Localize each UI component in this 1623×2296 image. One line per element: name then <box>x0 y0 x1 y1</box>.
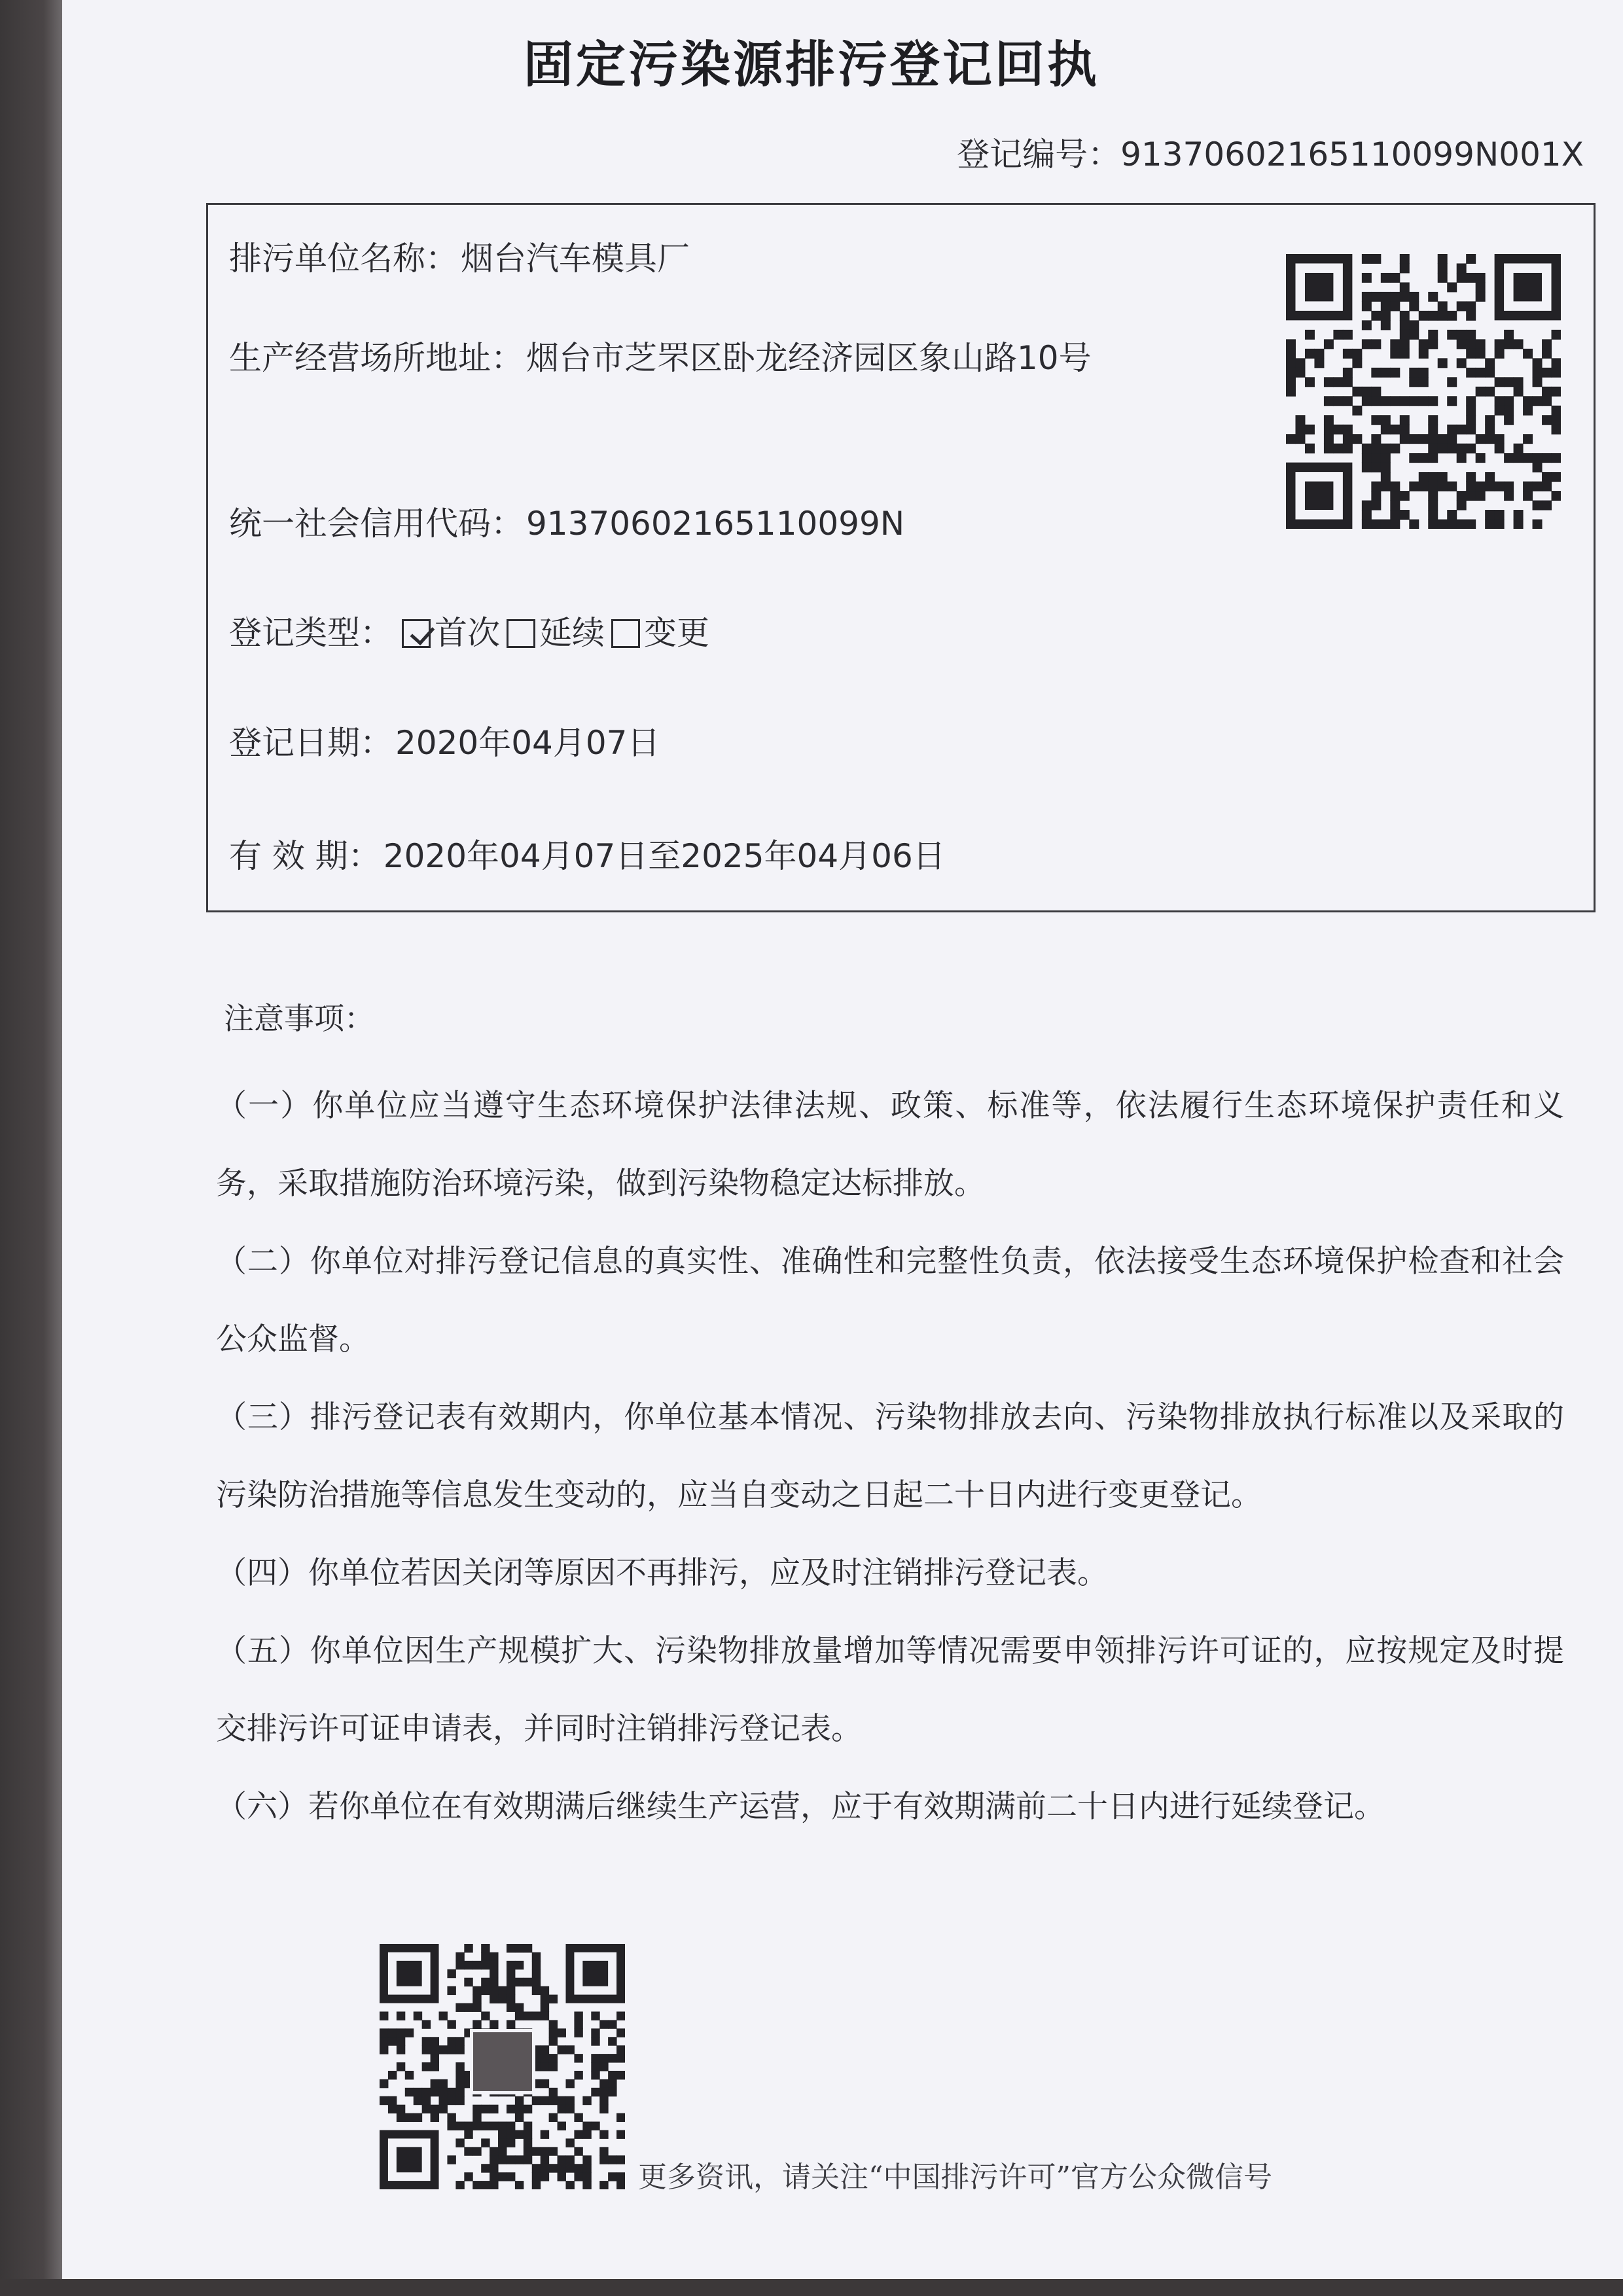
field-validity <box>229 820 946 892</box>
option-renewal: 延续 <box>539 614 605 652</box>
field-label: 统一社会信用代码： <box>229 505 524 543</box>
note-item: （六）若你单位在有效期满后继续生产运营，应于有效期满前二十日内进行延续登记。 <box>216 1789 1385 1825</box>
field-value: 烟台市芝罘区卧龙经济园区象山路10号 <box>526 339 1092 377</box>
note-item: （五）你单位因生产规模扩大、污染物排放量增加等情况需要申领排污许可证的，应按规定及时提交排污许可证申请表，并同时注销排污登记表。 <box>216 1633 1564 1747</box>
checkbox-first-time <box>402 619 431 648</box>
field-label: 登记类型： <box>229 614 393 652</box>
field-credit-code <box>229 488 904 560</box>
wechat-account-logo-icon <box>470 2029 535 2094</box>
field-label: 生产经营场所地址： <box>229 339 524 377</box>
document-title: 固定污染源排污登记回执 <box>524 35 1099 94</box>
note-item: （三）排污登记表有效期内，你单位基本情况、污染物排放去向、污染物排放执行标准以及采取的污染防治措施等信息发生变动的，应当自变动之日起二十日内进行变更登记。 <box>216 1399 1564 1513</box>
field-label: 排污单位名称： <box>229 240 458 278</box>
field-value: 2020年04月07日至2025年04月06日 <box>383 837 946 875</box>
option-first-time: 首次 <box>435 614 500 652</box>
notes-title: 注意事项： <box>224 1001 374 1036</box>
field-unit-name <box>229 223 690 295</box>
scan-edge-bottom <box>0 2279 1623 2296</box>
scan-edge-left <box>0 0 62 2296</box>
note-item: （一）你单位应当遵守生态环境保护法律法规、政策、标准等，依法履行生态环境保护责任和义务，采取措施防治环境污染，做到污染物稳定达标排放。 <box>216 1088 1564 1202</box>
registration-qr-code-icon <box>1286 254 1561 529</box>
option-change: 变更 <box>644 614 709 652</box>
field-value: 烟台汽车模具厂 <box>461 240 690 278</box>
checkbox-change <box>611 619 640 648</box>
note-item: （二）你单位对排污登记信息的真实性、准确性和完整性负责，依法接受生态环境保护检查和社会公众监督。 <box>216 1244 1564 1357</box>
field-value: 91370602165110099N <box>526 505 905 543</box>
checkbox-renewal <box>507 619 535 648</box>
note-item: （四）你单位若因关闭等原因不再排污，应及时注销排污登记表。 <box>216 1555 1108 1591</box>
field-registration-type <box>229 597 709 669</box>
registration-number: 登记编号：91370602165110099N001X <box>957 135 1584 173</box>
field-label: 有 效 期： <box>229 837 381 875</box>
notes-list <box>216 1067 1564 1846</box>
field-label: 登记日期： <box>229 724 393 762</box>
field-address <box>229 315 1250 401</box>
footer-wechat-note: 更多资讯，请关注“中国排污许可”官方公众微信号 <box>638 2161 1272 2194</box>
field-value: 2020年04月07日 <box>395 724 660 762</box>
field-registration-date <box>229 707 660 779</box>
